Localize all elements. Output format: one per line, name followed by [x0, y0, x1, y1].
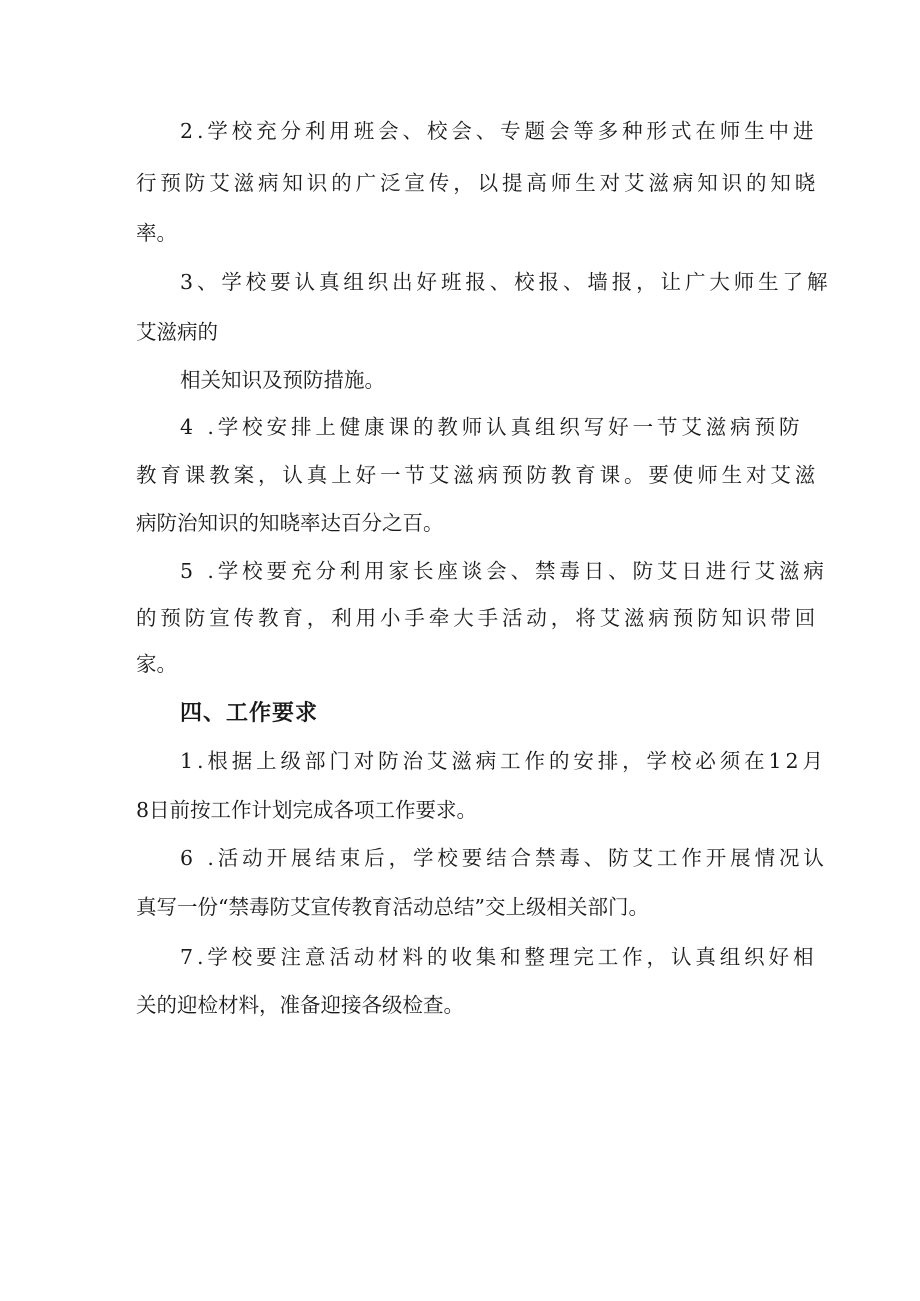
- requirement-1-line-1: 1.根据上级部门对防治艾滋病工作的安排，学校必须在12月: [180, 749, 827, 773]
- requirement-7-line-1: 7.学校要注意活动材料的收集和整理完工作，认真组织好相: [180, 945, 818, 969]
- section-heading: 四、工作要求: [180, 701, 319, 726]
- paragraph-5-line-3: 家。: [136, 652, 177, 676]
- paragraph-5-line-1: 5 .学校要充分利用家长座谈会、禁毒日、防艾日进行艾滋病: [180, 559, 828, 583]
- paragraph-3-line-2: 艾滋病的: [136, 320, 218, 344]
- requirement-6-line-2: 真写一份“禁毒防艾宣传教育活动总结”交上级相关部门。: [136, 895, 649, 919]
- paragraph-2-line-2: 行预防艾滋病知识的广泛宣传，以提高师生对艾滋病知识的知晓: [136, 171, 820, 195]
- requirement-7-line-2: 关的迎检材料，准备迎接各级检查。: [136, 993, 464, 1017]
- paragraph-3-line-3: 相关知识及预防措施。: [180, 368, 385, 392]
- paragraph-4-line-1: 4 .学校安排上健康课的教师认真组织写好一节艾滋病预防: [180, 415, 804, 439]
- paragraph-2-line-3: 率。: [136, 221, 177, 245]
- paragraph-4-line-3: 病防治知识的知晓率达百分之百。: [136, 511, 444, 535]
- requirement-6-line-1: 6 .活动开展结束后，学校要结合禁毒、防艾工作开展情况认: [180, 846, 828, 870]
- paragraph-2-line-1: 2.学校充分利用班会、校会、专题会等多种形式在师生中进: [180, 119, 818, 143]
- paragraph-5-line-2: 的预防宣传教育，利用小手牵大手活动，将艾滋病预防知识带回: [136, 606, 820, 630]
- paragraph-3-line-1: 3、学校要认真组织出好班报、校报、墙报，让广大师生了解: [180, 270, 832, 294]
- requirement-1-line-2: 8日前按工作计划完成各项工作要求。: [136, 798, 478, 822]
- paragraph-4-line-2: 教育课教案，认真上好一节艾滋病预防教育课。要使师生对艾滋: [136, 463, 820, 487]
